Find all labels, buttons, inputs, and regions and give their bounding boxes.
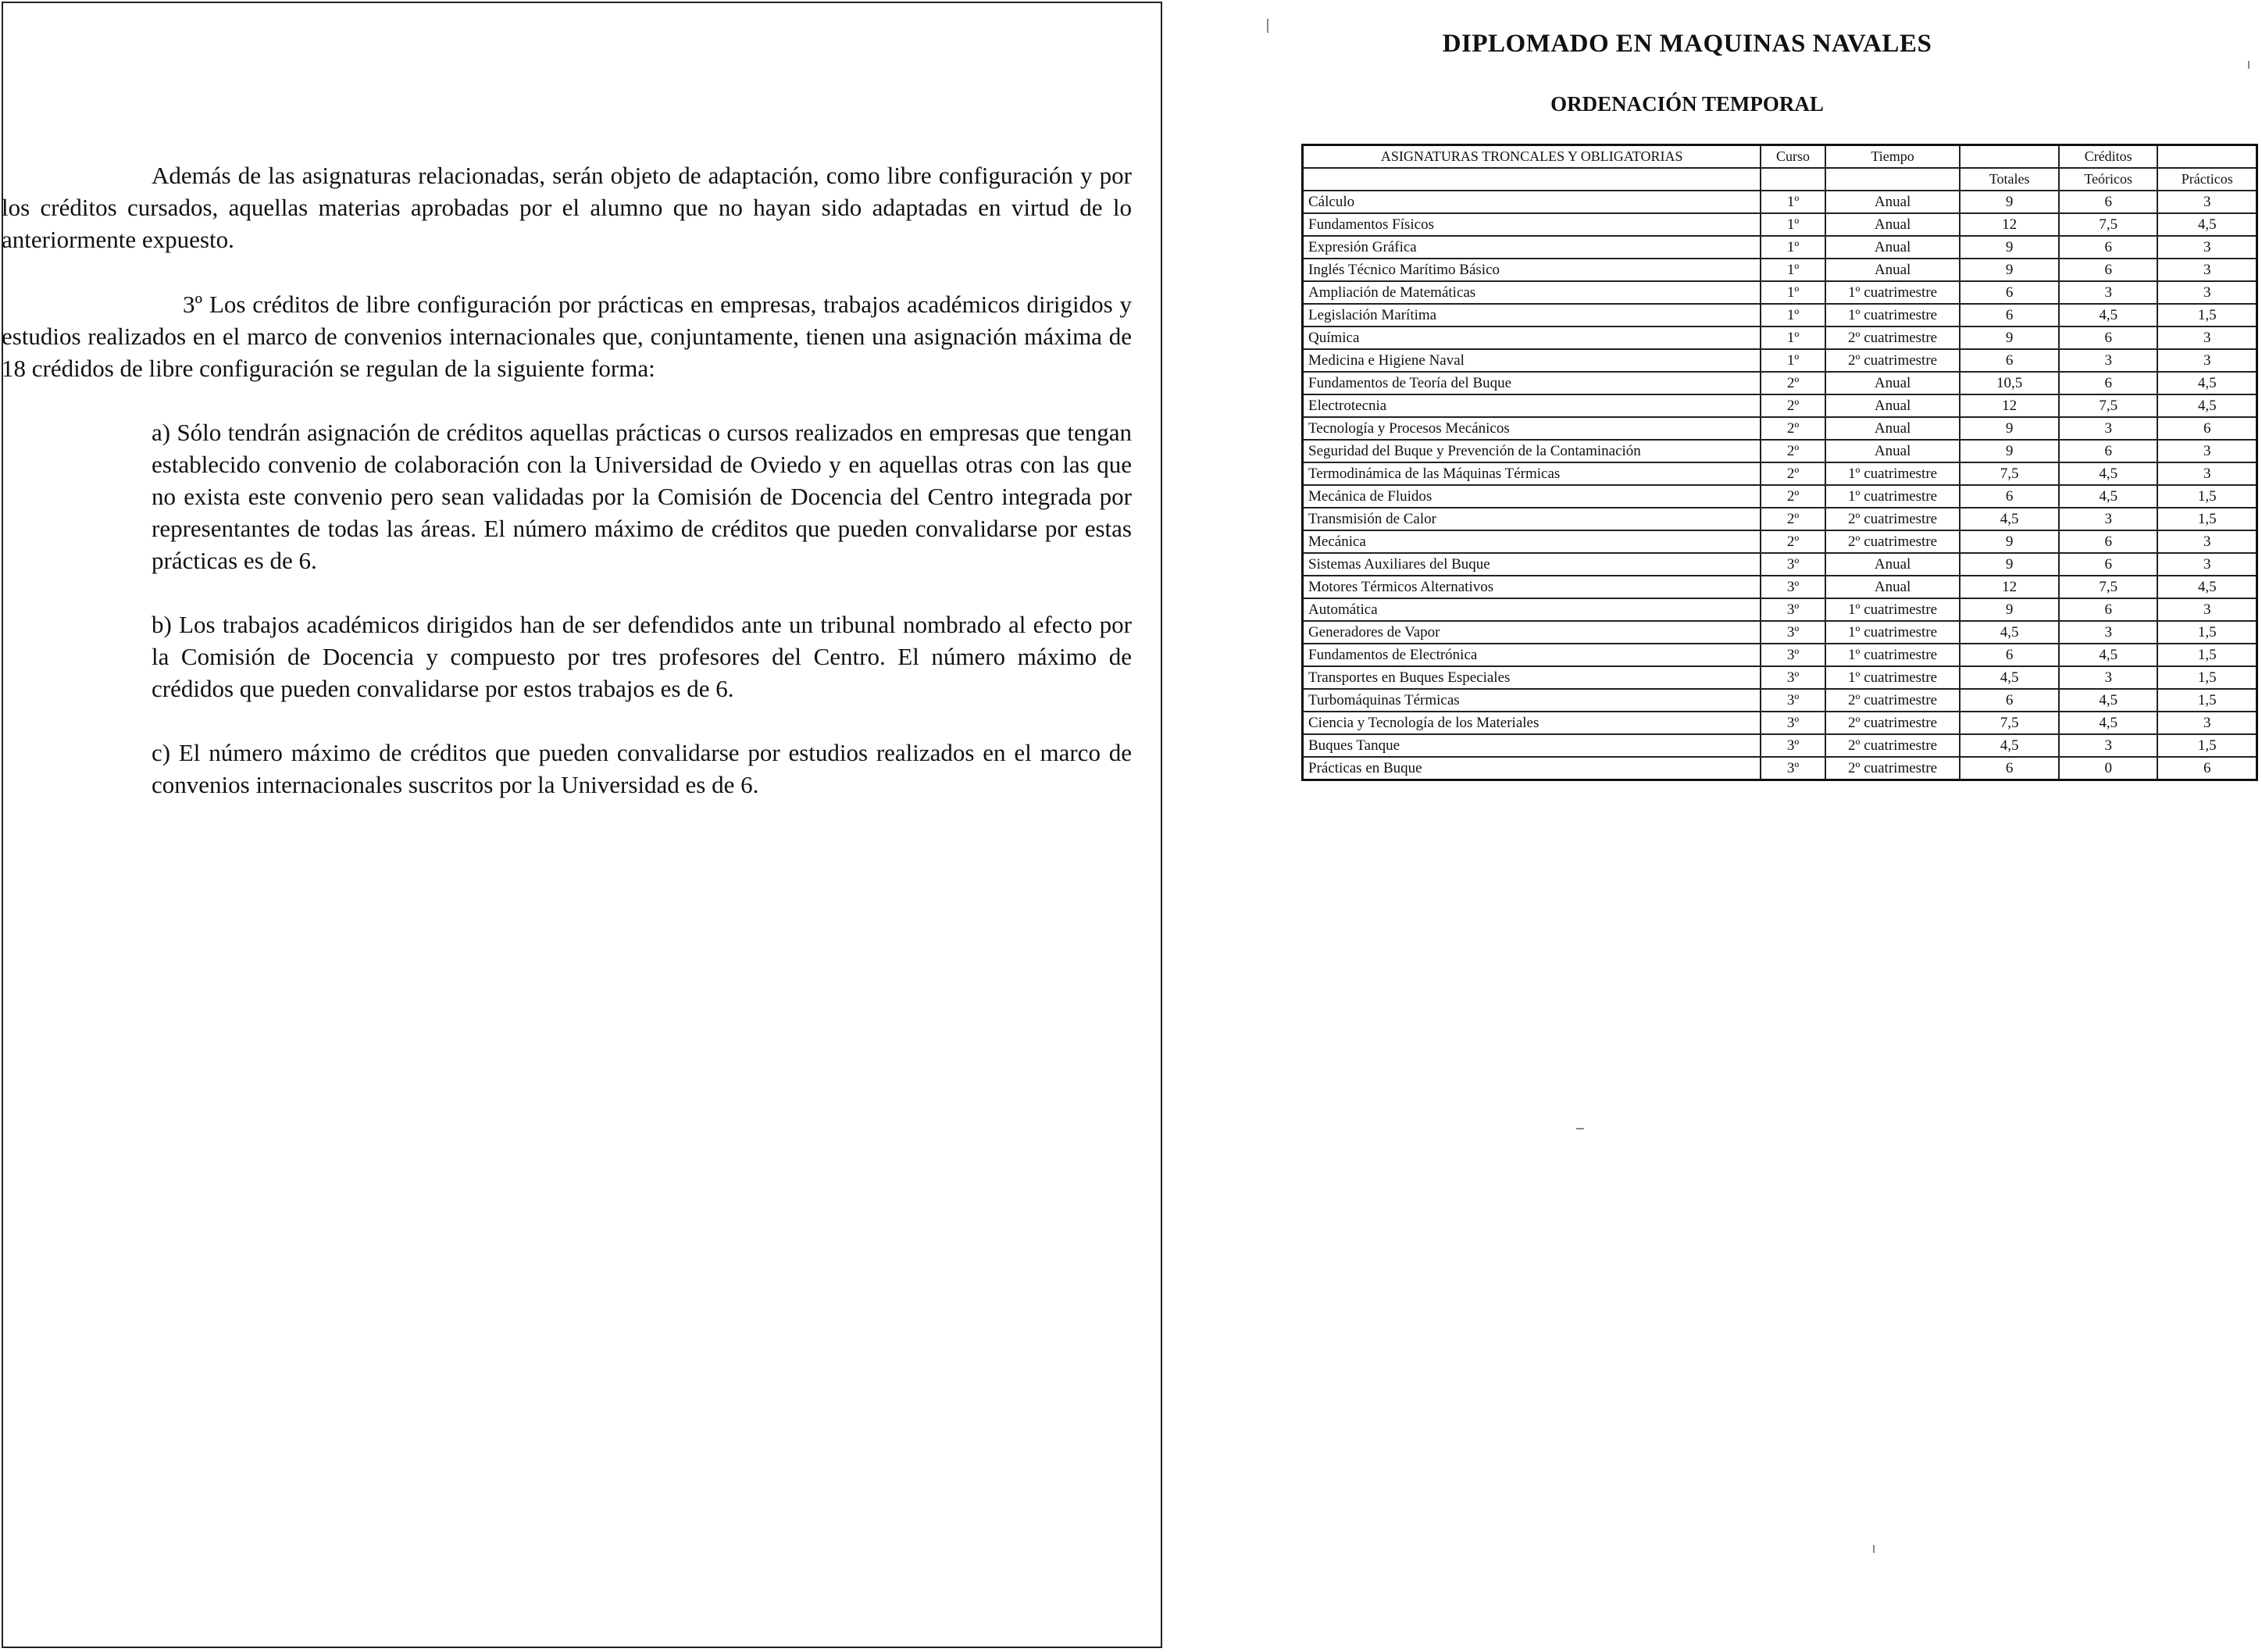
cell-teoricos: 3 — [2059, 508, 2158, 530]
course-rows — [1303, 191, 2257, 780]
cell-teoricos: 0 — [2059, 757, 2158, 780]
cell-practicos: 3 — [2157, 259, 2257, 281]
cell-teoricos: 4,5 — [2059, 304, 2158, 326]
cell-totales: 6 — [1960, 644, 2059, 666]
header-curso: Curso — [1761, 145, 1825, 169]
cell-teoricos: 6 — [2059, 372, 2158, 394]
table-row — [1303, 485, 2257, 508]
cell-curso: 1º — [1761, 191, 1825, 213]
table-row — [1303, 712, 2257, 734]
cell-tiempo: 1º cuatrimestre — [1825, 644, 1961, 666]
table-row — [1303, 281, 2257, 304]
scan-mark-4 — [1873, 1545, 1875, 1553]
table-row — [1303, 191, 2257, 213]
cell-curso: 3º — [1761, 576, 1825, 598]
cell-teoricos: 3 — [2059, 734, 2158, 757]
cell-asignatura: Generadores de Vapor — [1303, 621, 1761, 644]
cell-teoricos: 6 — [2059, 553, 2158, 576]
cell-curso: 2º — [1761, 508, 1825, 530]
table-row — [1303, 394, 2257, 417]
cell-curso: 3º — [1761, 734, 1825, 757]
item-b: b) Los trabajos académicos dirigidos han de ser defendidos ante un tribunal nombrado al efecto por la Comisión de Docencia y compuesto por tres profesores del Centro. El número máximo de crédidos que pueden convalidarse por estos trabajos es de 6. — [152, 611, 1132, 702]
cell-asignatura: Tecnología y Procesos Mecánicos — [1303, 417, 1761, 440]
cell-curso: 2º — [1761, 485, 1825, 508]
table-row — [1303, 576, 2257, 598]
cell-practicos: 4,5 — [2157, 372, 2257, 394]
table-row — [1303, 734, 2257, 757]
cell-practicos: 3 — [2157, 530, 2257, 553]
table-row — [1303, 666, 2257, 689]
table-row — [1303, 508, 2257, 530]
cell-tiempo: 2º cuatrimestre — [1825, 508, 1961, 530]
cell-totales: 7,5 — [1960, 712, 2059, 734]
cell-asignatura: Mecánica — [1303, 530, 1761, 553]
scan-mark-2 — [2248, 61, 2250, 69]
table-row — [1303, 213, 2257, 236]
cell-totales: 9 — [1960, 530, 2059, 553]
cell-practicos: 3 — [2157, 553, 2257, 576]
cell-asignatura: Ciencia y Tecnología de los Materiales — [1303, 712, 1761, 734]
cell-teoricos: 4,5 — [2059, 689, 2158, 712]
cell-tiempo: 1º cuatrimestre — [1825, 485, 1961, 508]
cell-totales: 6 — [1960, 485, 2059, 508]
cell-teoricos: 6 — [2059, 326, 2158, 349]
table-row — [1303, 644, 2257, 666]
cell-curso: 2º — [1761, 530, 1825, 553]
cell-totales: 12 — [1960, 576, 2059, 598]
paragraph-1-wrap — [2, 159, 1132, 255]
cell-teoricos: 6 — [2059, 236, 2158, 259]
cell-tiempo: Anual — [1825, 553, 1961, 576]
cell-curso: 3º — [1761, 644, 1825, 666]
cell-practicos: 1,5 — [2157, 644, 2257, 666]
cell-totales: 4,5 — [1960, 734, 2059, 757]
cell-curso: 2º — [1761, 462, 1825, 485]
cell-curso: 3º — [1761, 621, 1825, 644]
cell-tiempo: 2º cuatrimestre — [1825, 349, 1961, 372]
document-subtitle: ORDENACIÓN TEMPORAL — [1550, 92, 1824, 116]
cell-teoricos: 6 — [2059, 259, 2158, 281]
cell-curso: 2º — [1761, 440, 1825, 462]
cell-tiempo: Anual — [1825, 372, 1961, 394]
cell-practicos: 4,5 — [2157, 576, 2257, 598]
cell-practicos: 3 — [2157, 349, 2257, 372]
cell-totales: 6 — [1960, 689, 2059, 712]
cell-totales: 9 — [1960, 236, 2059, 259]
header-empty-1 — [1303, 168, 1761, 191]
table-row — [1303, 689, 2257, 712]
cell-practicos: 3 — [2157, 440, 2257, 462]
cell-totales: 9 — [1960, 417, 2059, 440]
cell-totales: 4,5 — [1960, 666, 2059, 689]
cell-asignatura: Medicina e Higiene Naval — [1303, 349, 1761, 372]
cell-asignatura: Electrotecnia — [1303, 394, 1761, 417]
cell-practicos: 3 — [2157, 191, 2257, 213]
cell-totales: 6 — [1960, 757, 2059, 780]
table-row — [1303, 326, 2257, 349]
course-table — [1301, 144, 2258, 781]
cell-tiempo: Anual — [1825, 259, 1961, 281]
cell-curso: 3º — [1761, 689, 1825, 712]
table-row — [1303, 462, 2257, 485]
cell-totales: 12 — [1960, 213, 2059, 236]
cell-totales: 4,5 — [1960, 621, 2059, 644]
left-page — [2, 2, 1162, 1648]
cell-curso: 1º — [1761, 304, 1825, 326]
document-title: DIPLOMADO EN MAQUINAS NAVALES — [1442, 30, 1932, 58]
cell-practicos: 1,5 — [2157, 508, 2257, 530]
cell-asignatura: Expresión Gráfica — [1303, 236, 1761, 259]
cell-practicos: 1,5 — [2157, 689, 2257, 712]
cell-totales: 9 — [1960, 598, 2059, 621]
cell-practicos: 6 — [2157, 757, 2257, 780]
cell-totales: 9 — [1960, 259, 2059, 281]
header-empty-2 — [1761, 168, 1825, 191]
scan-mark-1 — [1267, 19, 1268, 33]
cell-tiempo: 2º cuatrimestre — [1825, 757, 1961, 780]
cell-tiempo: 1º cuatrimestre — [1825, 666, 1961, 689]
table-row — [1303, 372, 2257, 394]
cell-practicos: 3 — [2157, 326, 2257, 349]
cell-curso: 3º — [1761, 666, 1825, 689]
cell-teoricos: 6 — [2059, 191, 2158, 213]
cell-curso: 1º — [1761, 281, 1825, 304]
cell-curso: 1º — [1761, 236, 1825, 259]
cell-asignatura: Legislación Marítima — [1303, 304, 1761, 326]
cell-practicos: 3 — [2157, 281, 2257, 304]
cell-teoricos: 3 — [2059, 417, 2158, 440]
cell-curso: 3º — [1761, 757, 1825, 780]
cell-curso: 2º — [1761, 394, 1825, 417]
cell-tiempo: 1º cuatrimestre — [1825, 304, 1961, 326]
cell-curso: 1º — [1761, 213, 1825, 236]
cell-tiempo: Anual — [1825, 440, 1961, 462]
cell-totales: 9 — [1960, 326, 2059, 349]
cell-practicos: 1,5 — [2157, 621, 2257, 644]
cell-tiempo: 1º cuatrimestre — [1825, 281, 1961, 304]
table-row — [1303, 440, 2257, 462]
cell-practicos: 6 — [2157, 417, 2257, 440]
table-header-row-2 — [1303, 168, 2257, 191]
table-row — [1303, 236, 2257, 259]
cell-asignatura: Química — [1303, 326, 1761, 349]
cell-tiempo: 2º cuatrimestre — [1825, 326, 1961, 349]
table-row — [1303, 530, 2257, 553]
cell-practicos: 3 — [2157, 462, 2257, 485]
cell-curso: 1º — [1761, 349, 1825, 372]
cell-teoricos: 7,5 — [2059, 576, 2158, 598]
cell-tiempo: Anual — [1825, 576, 1961, 598]
cell-practicos: 3 — [2157, 236, 2257, 259]
cell-tiempo: Anual — [1825, 417, 1961, 440]
cell-totales: 6 — [1960, 349, 2059, 372]
table-row — [1303, 417, 2257, 440]
cell-tiempo: Anual — [1825, 191, 1961, 213]
cell-teoricos: 7,5 — [2059, 394, 2158, 417]
header-creditos: Créditos — [2059, 145, 2158, 169]
cell-curso: 3º — [1761, 712, 1825, 734]
cell-tiempo: Anual — [1825, 213, 1961, 236]
table-header-row-1 — [1303, 145, 2257, 169]
cell-asignatura: Motores Térmicos Alternativos — [1303, 576, 1761, 598]
table-row — [1303, 621, 2257, 644]
cell-teoricos: 4,5 — [2059, 485, 2158, 508]
cell-practicos: 1,5 — [2157, 734, 2257, 757]
cell-totales: 6 — [1960, 281, 2059, 304]
header-tiempo: Tiempo — [1825, 145, 1961, 169]
cell-curso: 3º — [1761, 553, 1825, 576]
header-blank — [1960, 145, 2059, 169]
cell-asignatura: Turbomáquinas Térmicas — [1303, 689, 1761, 712]
cell-tiempo: 2º cuatrimestre — [1825, 530, 1961, 553]
cell-tiempo: 2º cuatrimestre — [1825, 734, 1961, 757]
cell-asignatura: Cálculo — [1303, 191, 1761, 213]
cell-teoricos: 6 — [2059, 530, 2158, 553]
cell-asignatura: Prácticas en Buque — [1303, 757, 1761, 780]
cell-asignatura: Fundamentos Físicos — [1303, 213, 1761, 236]
cell-practicos: 1,5 — [2157, 485, 2257, 508]
header-practicos: Prácticos — [2157, 168, 2257, 191]
header-blank-2 — [2157, 145, 2257, 169]
cell-asignatura: Inglés Técnico Marítimo Básico — [1303, 259, 1761, 281]
table-row — [1303, 553, 2257, 576]
cell-totales: 9 — [1960, 553, 2059, 576]
cell-curso: 1º — [1761, 259, 1825, 281]
cell-practicos: 4,5 — [2157, 394, 2257, 417]
cell-asignatura: Transmisión de Calor — [1303, 508, 1761, 530]
cell-teoricos: 4,5 — [2059, 712, 2158, 734]
cell-curso: 2º — [1761, 417, 1825, 440]
table-row — [1303, 304, 2257, 326]
cell-asignatura: Mecánica de Fluidos — [1303, 485, 1761, 508]
cell-totales: 10,5 — [1960, 372, 2059, 394]
cell-tiempo: 1º cuatrimestre — [1825, 462, 1961, 485]
paragraph-2: 3º Los créditos de libre configuración por prácticas en empresas, trabajos académicos dirigidos y estudios realizados en el marco de convenios internacionales que, conjuntamente, tienen una asignación máxima de 18 crédidos de libre configuración se regulan de la siguiente forma: — [2, 291, 1132, 382]
cell-asignatura: Termodinámica de las Máquinas Térmicas — [1303, 462, 1761, 485]
cell-teoricos: 3 — [2059, 621, 2158, 644]
cell-asignatura: Ampliación de Matemáticas — [1303, 281, 1761, 304]
header-teoricos: Teóricos — [2059, 168, 2158, 191]
cell-tiempo: 2º cuatrimestre — [1825, 689, 1961, 712]
cell-curso: 1º — [1761, 326, 1825, 349]
header-asignaturas: ASIGNATURAS TRONCALES Y OBLIGATORIAS — [1303, 145, 1761, 169]
cell-practicos: 3 — [2157, 598, 2257, 621]
cell-tiempo: Anual — [1825, 394, 1961, 417]
cell-curso: 3º — [1761, 598, 1825, 621]
cell-totales: 9 — [1960, 440, 2059, 462]
cell-practicos: 1,5 — [2157, 304, 2257, 326]
cell-teoricos: 3 — [2059, 666, 2158, 689]
cell-practicos: 1,5 — [2157, 666, 2257, 689]
cell-tiempo: 1º cuatrimestre — [1825, 598, 1961, 621]
right-page — [1250, 0, 2262, 1652]
cell-teoricos: 4,5 — [2059, 462, 2158, 485]
table-row — [1303, 349, 2257, 372]
cell-curso: 2º — [1761, 372, 1825, 394]
cell-totales: 9 — [1960, 191, 2059, 213]
cell-teoricos: 3 — [2059, 281, 2158, 304]
cell-tiempo: 1º cuatrimestre — [1825, 621, 1961, 644]
cell-teoricos: 7,5 — [2059, 213, 2158, 236]
cell-teoricos: 4,5 — [2059, 644, 2158, 666]
scan-mark-3 — [1576, 1128, 1584, 1129]
cell-asignatura: Sistemas Auxiliares del Buque — [1303, 553, 1761, 576]
header-empty-3 — [1825, 168, 1961, 191]
cell-tiempo: Anual — [1825, 236, 1961, 259]
paragraph-1: Además de las asignaturas relacionadas, serán objeto de adaptación, como libre configuración y por los créditos cursados, aquellas materias aprobadas por el alumno que no hayan sido adaptadas en virtud de lo anteriormente expuesto. — [2, 162, 1132, 253]
table-row — [1303, 598, 2257, 621]
cell-teoricos: 6 — [2059, 598, 2158, 621]
cell-asignatura: Automática — [1303, 598, 1761, 621]
left-page-body — [2, 159, 1132, 801]
item-c: c) El número máximo de créditos que pueden convalidarse por estudios realizados en el marco de convenios internacionales suscritos por la Universidad es de 6. — [152, 739, 1132, 798]
cell-asignatura: Buques Tanque — [1303, 734, 1761, 757]
cell-tiempo: 2º cuatrimestre — [1825, 712, 1961, 734]
cell-totales: 12 — [1960, 394, 2059, 417]
cell-teoricos: 3 — [2059, 349, 2158, 372]
cell-asignatura: Fundamentos de Electrónica — [1303, 644, 1761, 666]
table-row — [1303, 259, 2257, 281]
cell-asignatura: Fundamentos de Teoría del Buque — [1303, 372, 1761, 394]
cell-totales: 7,5 — [1960, 462, 2059, 485]
header-totales: Totales — [1960, 168, 2059, 191]
cell-asignatura: Seguridad del Buque y Prevención de la Contaminación — [1303, 440, 1761, 462]
cell-practicos: 3 — [2157, 712, 2257, 734]
cell-asignatura: Transportes en Buques Especiales — [1303, 666, 1761, 689]
cell-totales: 6 — [1960, 304, 2059, 326]
item-a: a) Sólo tendrán asignación de créditos aquellas prácticas o cursos realizados en empresas que tengan establecido convenio de colaboración con la Universidad de Oviedo y en aquellas otras con las que no exista este convenio pero sean validadas por la Comisión de Docencia del Centro integrada por representantes de todas las áreas. El número máximo de créditos que pueden convalidarse por estas prácticas es de 6. — [152, 419, 1132, 574]
cell-practicos: 4,5 — [2157, 213, 2257, 236]
cell-totales: 4,5 — [1960, 508, 2059, 530]
cell-teoricos: 6 — [2059, 440, 2158, 462]
table-row — [1303, 757, 2257, 780]
